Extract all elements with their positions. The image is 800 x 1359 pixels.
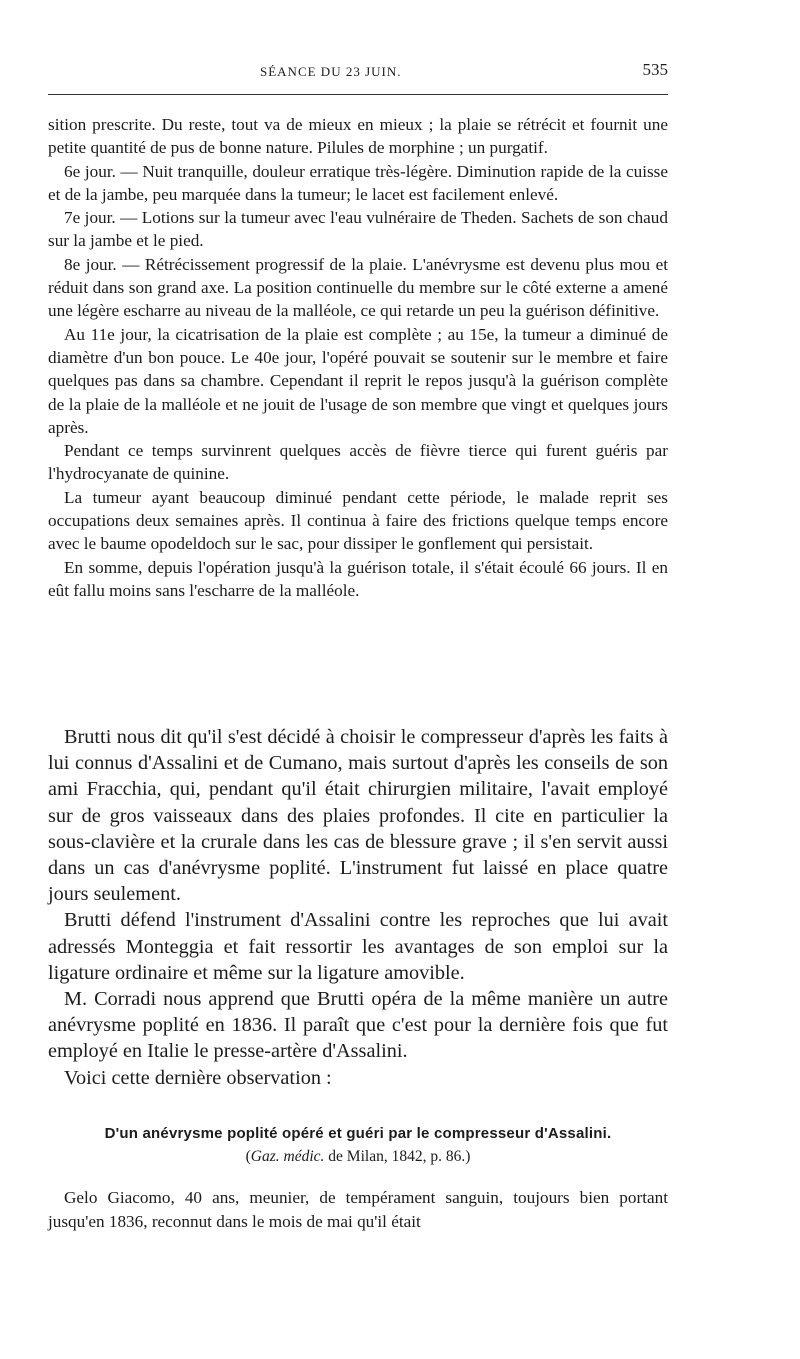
running-title: SÉANCE DU 23 JUIN. (260, 64, 402, 79)
source-open: ( (245, 1148, 251, 1165)
source-journal: Gaz. médic. (250, 1148, 325, 1165)
page-number: 535 (642, 60, 668, 79)
paragraph: M. Corradi nous apprend que Brutti opéra de la même manière un autre anévrysme poplité en 1836. Il paraît que c'est pour la dernière fois que fut employé en Italie le presse-artère d'Assalini. (48, 988, 668, 1063)
observation-text (48, 1186, 668, 1234)
paragraph: sition prescrite. Du reste, tout va de mieux en mieux ; la plaie se rétrécit et fournit une petite quantité de pus de bonne nature. Pilules de morphine ; un purgatif. (48, 115, 668, 158)
source-rest: de Milan, 1842, p. 86.) (324, 1148, 471, 1165)
paragraph: En somme, depuis l'opération jusqu'à la guérison totale, il s'était écoulé 66 jours. Il en eût fallu moins sans l'escharre de la malléole. (48, 557, 668, 600)
paragraph: 7e jour. — Lotions sur la tumeur avec l'eau vulnéraire de Theden. Sachets de son chaud sur la jambe et le pied. (48, 208, 668, 251)
page-header (48, 60, 668, 86)
paragraph: Pendant ce temps survinrent quelques accès de fièvre tierce qui furent guéris par l'hydrocyanate de quinine. (48, 441, 668, 484)
paragraph: 8e jour. — Rétrécissement progressif de la plaie. L'anévrysme est devenu plus mou et réduit dans son grand axe. La position continuelle du membre sur le côté externe a amené une légère escharre au niveau de la malléole, ce qui retarde un peu la guérison définitive. (48, 254, 668, 321)
paragraph: Voici cette dernière observation : (64, 1066, 332, 1089)
observation-heading (48, 1125, 668, 1166)
paragraph: La tumeur ayant beaucoup diminué pendant cette période, le malade reprit ses occupations deux semaines après. Il continua à faire des frictions quelque temps encore avec le baume opodeldoch sur le sac, pour dissiper le gonflement qui persistait. (48, 487, 668, 554)
paragraph: Brutti nous dit qu'il s'est décidé à choisir le compresseur d'après les faits à lui connus d'Assalini et de Cumano, mais surtout d'après les conseils de son ami Fracchia, qui, pendant qu'il était chirurgien militaire, l'avait employé sur de gros vaisseaux dans des plaies profondes. Il cite en particulier la sous-clavière et la crurale dans les cas de blessure grave ; il s'en servit aussi dans un cas d'anévrysme poplité. L'instrument fut laissé en place quatre jours seulement. (48, 726, 668, 906)
main-text (48, 724, 668, 1091)
observation-source (48, 1148, 668, 1166)
case-report-text (48, 113, 668, 602)
paragraph: Au 11e jour, la cicatrisation de la plaie est complète ; au 15e, la tumeur a diminué de diamètre d'un bon pouce. Le 40e jour, l'opéré pouvait se soutenir sur le membre et faire quelques pas dans sa chambre. Cependant il reprit le repos jusqu'à la guérison complète de la plaie de la malléole et ne jouit de l'usage de son membre que vingt et quelques jours après. (48, 324, 668, 437)
paragraph: 6e jour. — Nuit tranquille, douleur erratique très-légère. Diminution rapide de la cuisse et de la jambe, peu marquée dans la tumeur; le lacet est facilement enlevé. (48, 161, 668, 204)
observation-title: D'un anévrysme poplité opéré et guéri par le compresseur d'Assalini. (104, 1125, 612, 1142)
paragraph: Gelo Giacomo, 40 ans, meunier, de tempérament sanguin, toujours bien portant jusqu'en 1836, reconnut dans le mois de mai qu'il était (48, 1188, 668, 1231)
paragraph: Brutti défend l'instrument d'Assalini contre les reproches que lui avait adressés Monteggia et fait ressortir les avantages de son emploi sur la ligature ordinaire et même sur la ligature amovible. (48, 909, 668, 984)
header-rule (48, 94, 668, 95)
